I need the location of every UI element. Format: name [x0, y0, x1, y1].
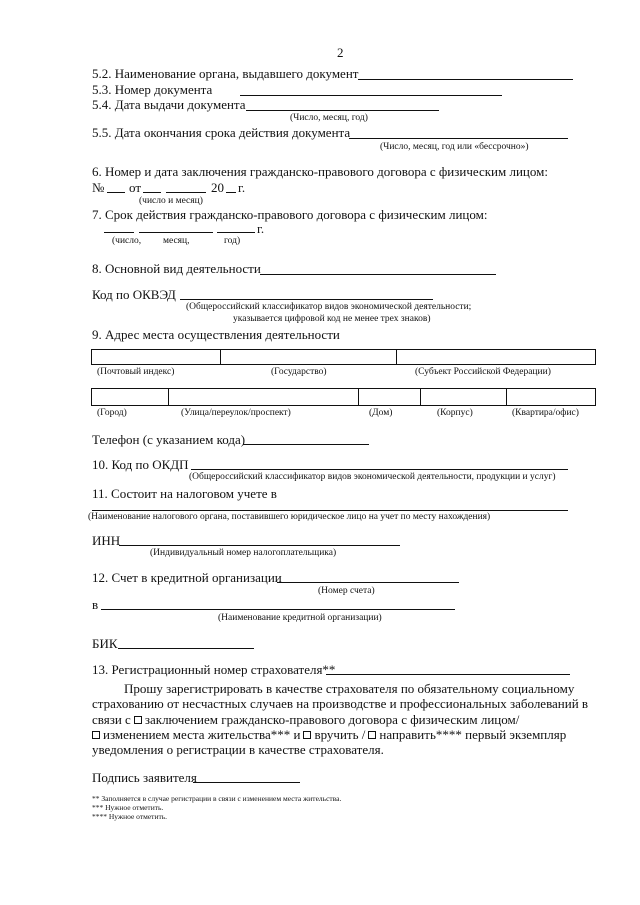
address-divider [396, 349, 397, 365]
phone-label: Телефон (с указанием кода) [92, 432, 246, 447]
s7-label: 7. Срок действия гражданско-правового договора с физическим лицом: [92, 207, 488, 222]
request-line-4-a: изменением места жительства*** и [103, 727, 301, 742]
s8-label: 8. Основной вид деятельности [92, 261, 261, 276]
s11-label: 11. Состоит на налоговом учете в [92, 486, 277, 501]
request-line-2: страхованию от несчастных случаев на производстве и профессиональных заболеваний в [92, 696, 589, 711]
addr-subject-label: (Субъект Российской Федерации) [415, 367, 551, 377]
contract-checkbox[interactable] [134, 716, 142, 724]
s5-2-field[interactable] [358, 79, 573, 80]
addr-city-label: (Город) [97, 408, 127, 418]
signature-label: Подпись заявителя [92, 770, 197, 785]
send-checkbox[interactable] [368, 731, 376, 739]
footnote-2: *** Нужное отметить. [92, 803, 164, 812]
s7-hint-month: месяц, [163, 236, 190, 246]
s7-g: г. [257, 221, 265, 236]
tax-office-field[interactable] [92, 510, 568, 511]
s5-5-label: 5.5. Дата окончания срока действия документа [92, 125, 351, 140]
s6-number-sign: № [92, 180, 105, 195]
addr-house-label: (Дом) [369, 408, 393, 418]
address-divider [358, 388, 359, 406]
s5-2-label: 5.2. Наименование органа, выдавшего документ [92, 66, 359, 81]
account-number-field[interactable] [277, 582, 459, 583]
residence-change-checkbox[interactable] [92, 731, 100, 739]
s6-hint: (число и месяц) [139, 196, 203, 206]
addr-flat-label: (Квартира/офис) [512, 408, 579, 418]
signature-field[interactable] [193, 782, 300, 783]
request-line-3 [92, 713, 519, 727]
s5-4-hint: (Число, месяц, год) [290, 113, 368, 123]
s7-day-field[interactable] [104, 232, 134, 233]
s12-v-hint: (Наименование кредитной организации) [218, 613, 382, 623]
okved-field[interactable] [180, 299, 433, 300]
s6-year-field[interactable] [226, 192, 236, 193]
s10-label: 10. Код по ОКДП [92, 457, 189, 472]
deliver-checkbox[interactable] [303, 731, 311, 739]
address-row-1 [91, 349, 596, 365]
s5-3-field[interactable] [240, 95, 502, 96]
inn-field[interactable] [119, 545, 400, 546]
request-line-3-start: связи с [92, 712, 131, 727]
request-line-5: уведомления о регистрации в качестве страхователя. [92, 742, 384, 757]
address-divider [506, 388, 507, 406]
s5-4-label: 5.4. Дата выдачи документа [92, 97, 246, 112]
footnote-1: ** Заполняется в случае регистрации в связи с изменением места жительства. [92, 794, 342, 803]
page-number: 2 [337, 45, 344, 60]
s7-hint-year: год) [224, 236, 241, 246]
address-divider [420, 388, 421, 406]
s6-g: г. [238, 180, 246, 195]
s6-number-field[interactable] [107, 192, 125, 193]
s12-label: 12. Счет в кредитной организации [92, 570, 282, 585]
address-row-2 [91, 388, 596, 406]
addr-corp-label: (Корпус) [437, 408, 473, 418]
request-line-3-end: заключением гражданско-правового договора с физическим лицом/ [144, 712, 520, 727]
s11-hint: (Наименование налогового органа, поставившего юридическое лицо на учет по месту нахождения) [88, 512, 491, 522]
addr-street-label: (Улица/переулок/проспект) [181, 408, 291, 418]
s10-hint: (Общероссийский классификатор видов экономической деятельности, продукции и услуг) [189, 472, 556, 482]
s12-v: в [92, 597, 99, 612]
s9-label: 9. Адрес места осуществления деятельности [92, 327, 340, 342]
inn-hint: (Индивидуальный номер налогоплательщика) [150, 548, 337, 558]
s8-field[interactable] [260, 274, 496, 275]
s5-5-hint: (Число, месяц, год или «бессрочно») [380, 142, 529, 152]
request-line-4-b: вручить / [314, 727, 366, 742]
bik-field[interactable] [118, 648, 254, 649]
s6-year-prefix: 20 [211, 180, 224, 195]
request-line-4 [92, 728, 566, 742]
s6-month-field[interactable] [166, 192, 206, 193]
s12-hint: (Номер счета) [318, 586, 375, 596]
addr-postal-label: (Почтовый индекс) [97, 367, 175, 377]
s6-ot: от [129, 180, 142, 195]
s7-month-field[interactable] [139, 232, 213, 233]
s5-5-field[interactable] [349, 138, 568, 139]
s13-label: 13. Регистрационный номер страхователя** [92, 662, 336, 677]
addr-state-label: (Государство) [271, 367, 327, 377]
request-line-1: Прошу зарегистрировать в качестве страхователя по обязательному социальному [124, 681, 575, 696]
inn-label: ИНН [92, 533, 121, 548]
address-divider [220, 349, 221, 365]
address-divider [168, 388, 169, 406]
request-line-4-c: направить**** первый экземпляр [379, 727, 567, 742]
s6-label: 6. Номер и дата заключения гражданско-правового договора с физическим лицом: [92, 164, 548, 179]
s5-4-field[interactable] [246, 110, 439, 111]
s7-hint-day: (число, [112, 236, 142, 246]
bik-label: БИК [92, 636, 118, 651]
okved-hint-1: (Общероссийский классификатор видов экономической деятельности; [186, 302, 472, 312]
okved-hint-2: указывается цифровой код не менее трех знаков) [233, 314, 431, 324]
bank-name-field[interactable] [101, 609, 455, 610]
s7-year-field[interactable] [217, 232, 255, 233]
footnote-3: **** Нужное отметить. [92, 812, 168, 821]
phone-field[interactable] [243, 444, 369, 445]
s6-day-field[interactable] [143, 192, 161, 193]
okved-label: Код по ОКВЭД [92, 287, 176, 302]
s5-3-label: 5.3. Номер документа [92, 82, 213, 97]
insurer-number-field[interactable] [326, 674, 570, 675]
okdp-field[interactable] [191, 469, 568, 470]
